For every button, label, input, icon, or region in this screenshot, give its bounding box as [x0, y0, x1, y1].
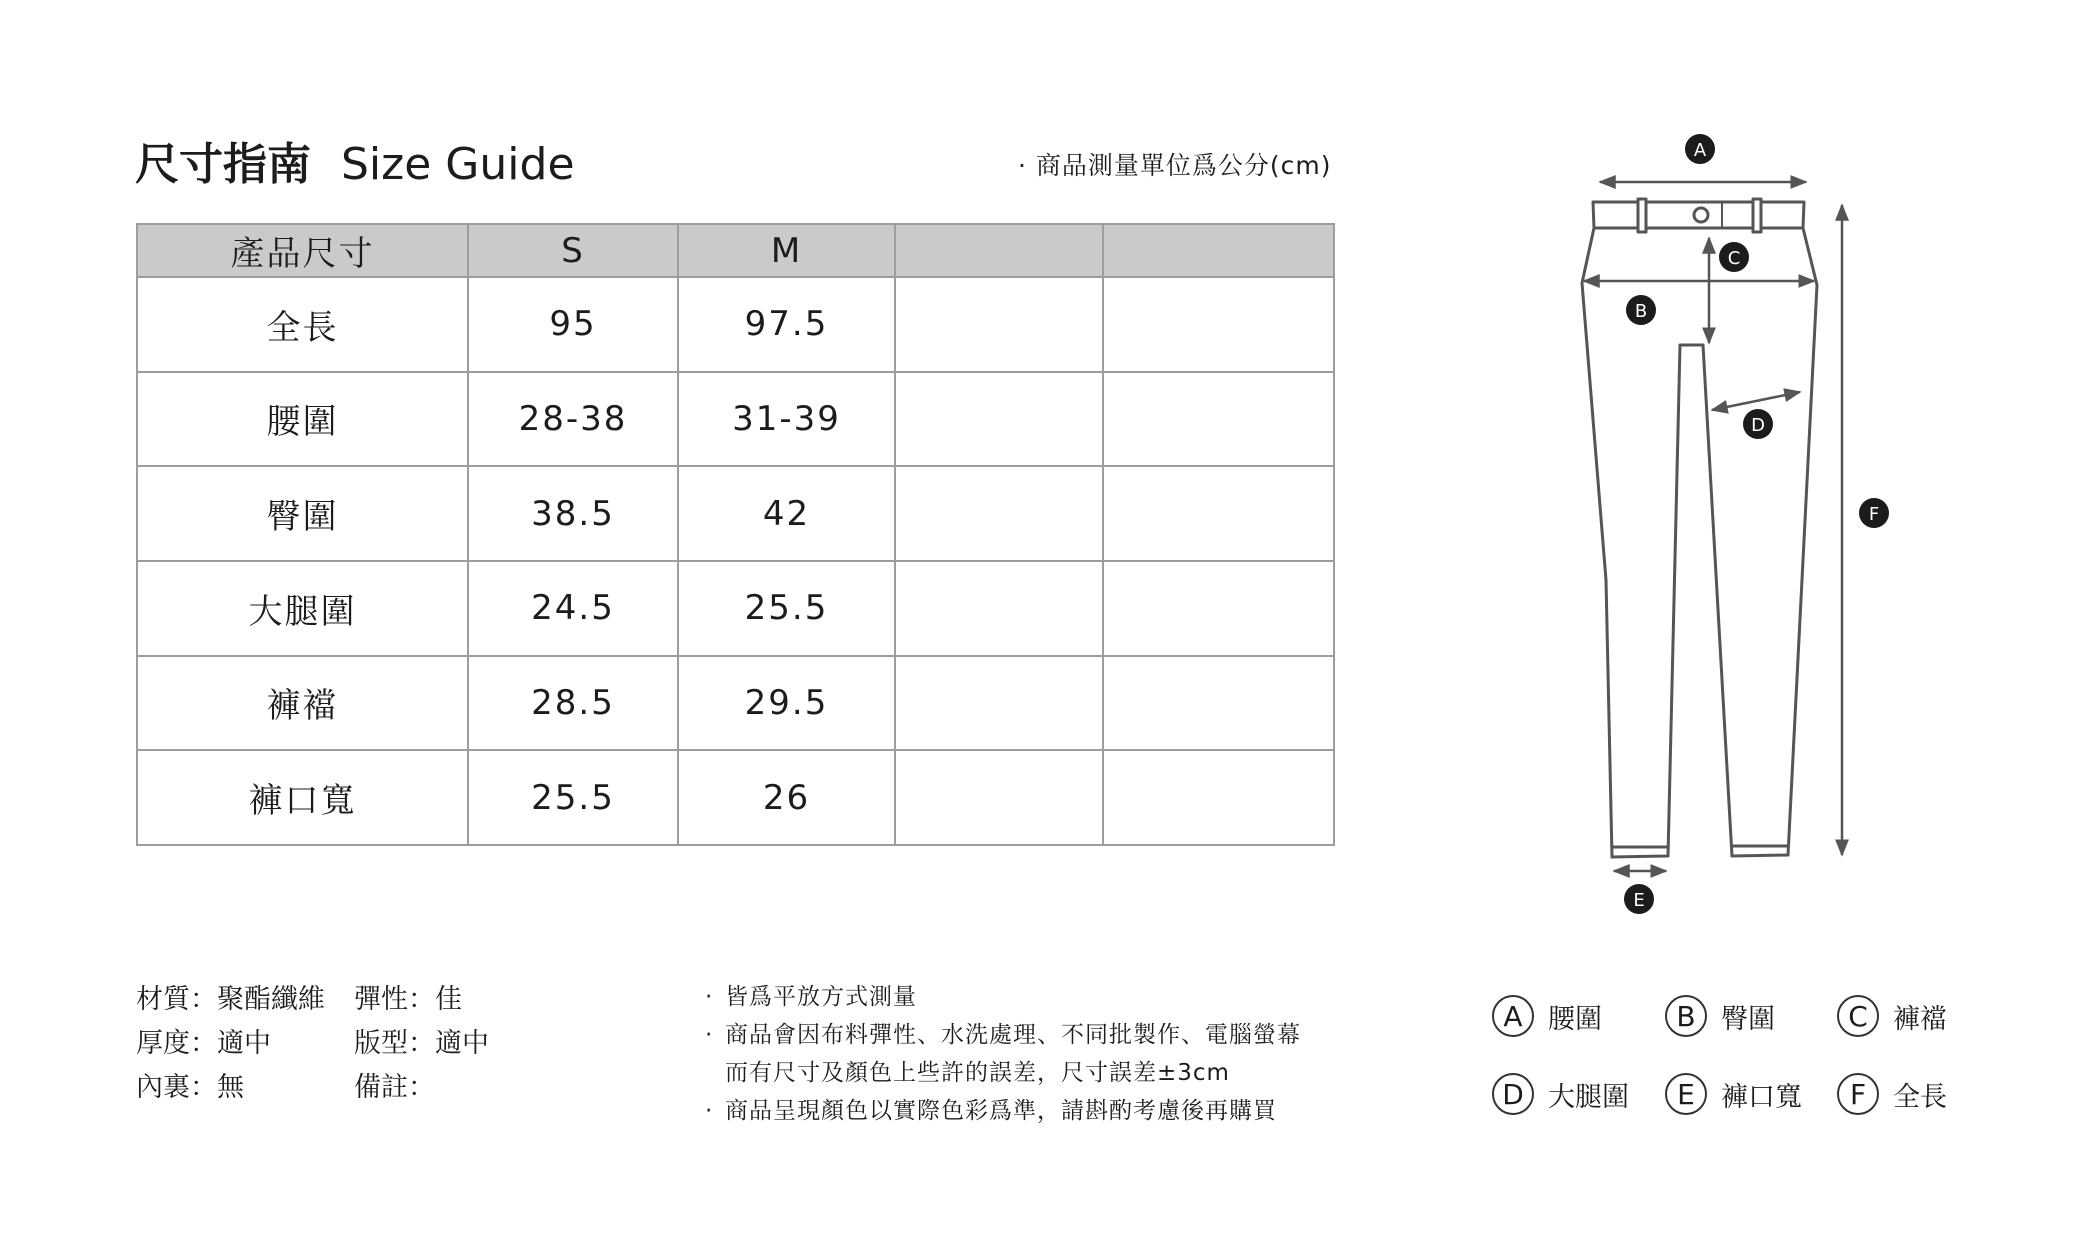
- legend-label: 大腿圍: [1548, 1081, 1629, 1113]
- fit-text: 版型：適中: [354, 1028, 489, 1059]
- legend-label: 腰圍: [1548, 1003, 1602, 1035]
- legend-item: [1837, 1073, 1947, 1115]
- legend-letter-badge: E: [1665, 1073, 1707, 1115]
- marker-b-label: B: [1634, 301, 1648, 322]
- title-english: Size Guide: [341, 139, 575, 190]
- cell-size-m: 31-39: [678, 372, 895, 467]
- cell-size-m: 97.5: [678, 277, 895, 372]
- legend-item: [1665, 995, 1775, 1037]
- legend-label: 褲襠: [1893, 1003, 1947, 1035]
- thickness-text: 厚度：適中: [136, 1028, 271, 1059]
- legend-letter-badge: C: [1837, 995, 1879, 1037]
- header-cell-size-s: S: [468, 224, 678, 277]
- marker-c-label: C: [1727, 248, 1741, 269]
- bullet: ·: [705, 984, 714, 1010]
- legend-letter-badge: D: [1492, 1073, 1534, 1115]
- unit-note: · 商品測量單位爲公分(cm): [1018, 151, 1332, 180]
- title-chinese: 尺寸指南: [135, 139, 311, 190]
- marker-e-label: E: [1633, 890, 1645, 911]
- material-text: 材質：聚酯纖維: [136, 984, 325, 1015]
- elasticity-text: 彈性：佳: [354, 984, 462, 1015]
- marker-d: [1743, 409, 1773, 439]
- marker-f: [1859, 498, 1889, 528]
- legend-label: 臀圍: [1721, 1003, 1775, 1035]
- lining-text: 內裏：無: [136, 1072, 244, 1103]
- cell-size-s: 38.5: [468, 466, 678, 561]
- note-text: 皆爲平放方式測量: [725, 984, 917, 1010]
- legend-item: [1492, 995, 1602, 1037]
- marker-a: [1685, 134, 1715, 164]
- row-label: 大腿圍: [137, 561, 468, 656]
- row-label: 褲襠: [137, 656, 468, 751]
- header-cell-size-m: M: [678, 224, 895, 277]
- pants-outline-icon: [1582, 199, 1817, 857]
- marker-b: [1626, 295, 1656, 325]
- legend-letter-badge: B: [1665, 995, 1707, 1037]
- cell-size-s: 28-38: [468, 372, 678, 467]
- header-cell-product-size: 產品尺寸: [137, 224, 468, 277]
- cell-size-m: 42: [678, 466, 895, 561]
- cell-size-s: 95: [468, 277, 678, 372]
- legend-label: 褲口寬: [1721, 1081, 1802, 1113]
- cell-size-m: 25.5: [678, 561, 895, 656]
- legend-item: [1492, 1073, 1629, 1115]
- marker-d-label: D: [1751, 415, 1765, 436]
- marker-c: [1719, 242, 1749, 272]
- row-label: 褲口寬: [137, 750, 468, 845]
- legend-letter-badge: A: [1492, 995, 1534, 1037]
- legend-letter-badge: F: [1837, 1073, 1879, 1115]
- marker-e: [1624, 884, 1654, 914]
- marker-a-label: A: [1693, 140, 1707, 161]
- legend-item: [1837, 995, 1947, 1037]
- bullet: ·: [705, 1098, 714, 1124]
- row-label: 臀圍: [137, 466, 468, 561]
- legend-item: [1665, 1073, 1802, 1115]
- thigh-arrow: [1712, 392, 1800, 410]
- bullet: ·: [705, 1022, 714, 1048]
- cell-size-s: 24.5: [468, 561, 678, 656]
- cell-size-s: 25.5: [468, 750, 678, 845]
- row-label: 腰圍: [137, 372, 468, 467]
- marker-f-label: F: [1868, 504, 1880, 525]
- legend-label: 全長: [1893, 1081, 1947, 1113]
- note-text: 而有尺寸及顏色上些許的誤差，尺寸誤差±3cm: [725, 1060, 1230, 1086]
- remarks-text: 備註：: [354, 1072, 435, 1103]
- row-label: 全長: [137, 277, 468, 372]
- cell-size-m: 29.5: [678, 656, 895, 751]
- cell-size-m: 26: [678, 750, 895, 845]
- note-text: 商品會因布料彈性、水洗處理、不同批製作、電腦螢幕: [725, 1022, 1301, 1048]
- cell-size-s: 28.5: [468, 656, 678, 751]
- note-text: 商品呈現顏色以實際色彩爲準，請斟酌考慮後再購買: [725, 1098, 1277, 1124]
